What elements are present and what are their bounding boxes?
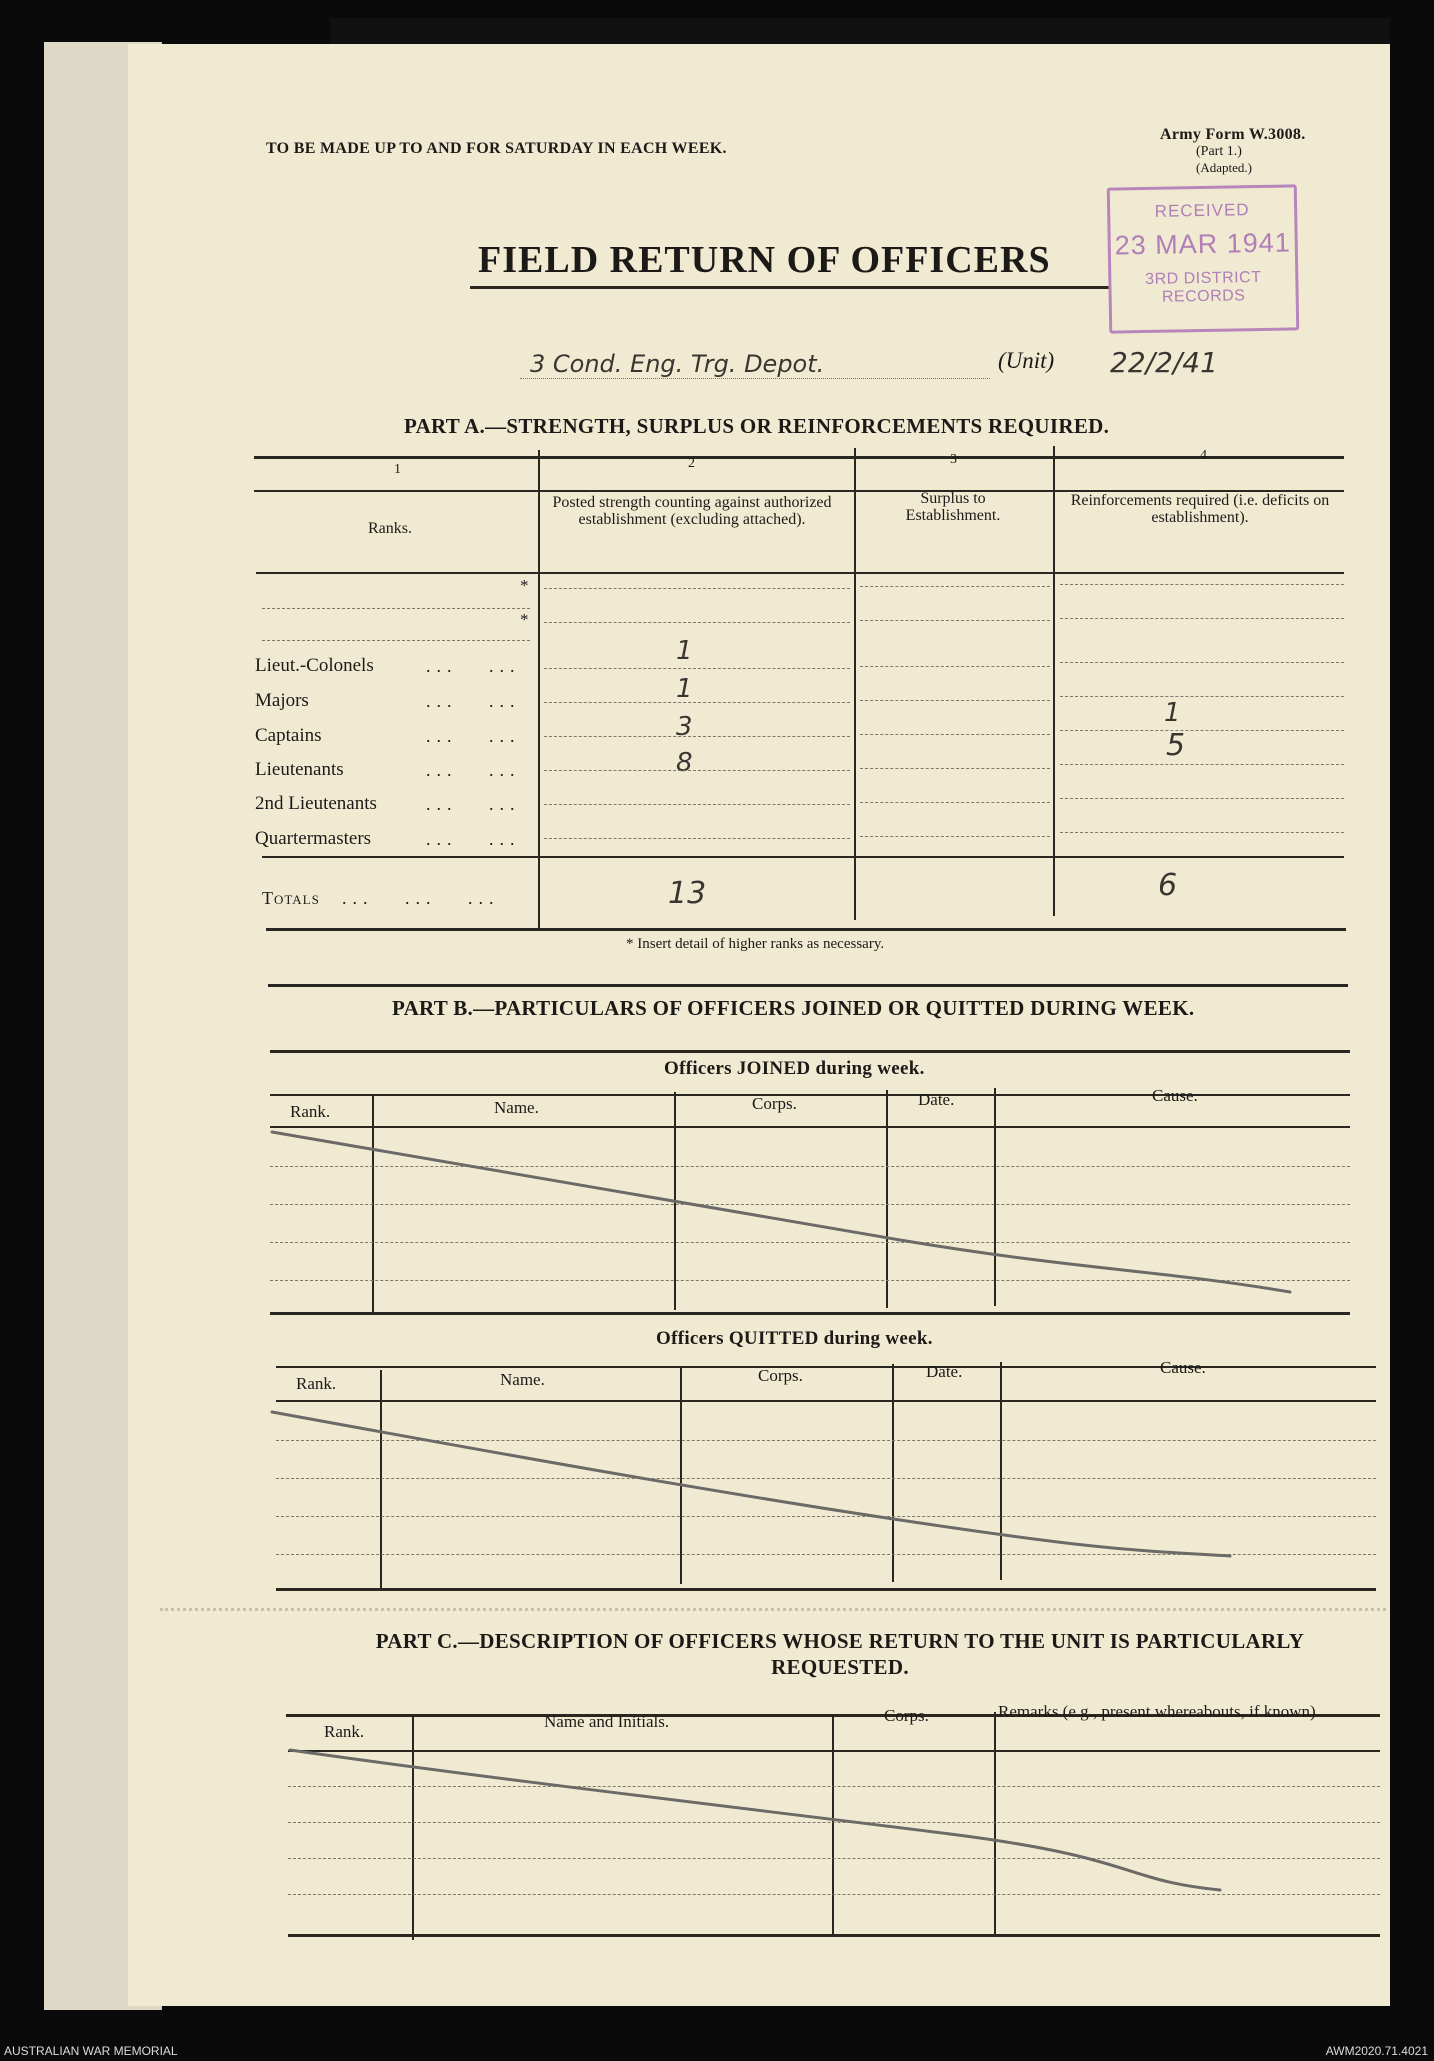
quitted-col-cause: Cause. — [1160, 1358, 1206, 1377]
surplus-header: Surplus to Establishment. — [905, 490, 1001, 524]
joined-col-corps: Corps. — [752, 1094, 797, 1113]
leader-dots: ... ... — [426, 794, 521, 814]
part-c-col-remarks: Remarks (e.g., present whereabouts, if known) — [998, 1702, 1316, 1721]
part-c-strike-line — [290, 1750, 1220, 1890]
unit-label: (Unit) — [998, 348, 1055, 373]
credit-right: AWM2020.71.4021 — [1325, 2044, 1428, 2058]
leader-dots: ... ... — [426, 760, 521, 780]
posted-header: Posted strength counting against authorized establishment (excluding attached). — [552, 494, 832, 528]
stamp-received: RECEIVED — [1154, 200, 1250, 221]
col-number-1: 1 — [394, 462, 401, 477]
col-number-2: 2 — [688, 456, 695, 471]
quitted-col-corps: Corps. — [758, 1366, 803, 1385]
quitted-title: Officers QUITTED during week. — [656, 1328, 933, 1349]
col-number-4: 4 — [1200, 448, 1207, 463]
totals-label: Totals — [262, 888, 320, 908]
totals-reinforcements: 6 — [1158, 868, 1178, 903]
form-title: FIELD RETURN OF OFFICERS — [478, 239, 1051, 281]
quitted-col-date: Date. — [926, 1362, 963, 1381]
reinf-captains: 1 — [1164, 698, 1181, 728]
credit-left: AUSTRALIAN WAR MEMORIAL — [4, 2044, 178, 2058]
col-number-3: 3 — [950, 452, 957, 467]
reinforcements-header: Reinforcements required (i.e. deficits on establishment). — [1070, 492, 1330, 526]
part-c-col-rank: Rank. — [324, 1722, 365, 1741]
asterisk-2: * — [520, 610, 529, 629]
leader-dots: ... ... — [426, 656, 521, 676]
part-a-footnote: * Insert detail of higher ranks as necessary. — [626, 936, 885, 952]
reinf-lieutenants: 5 — [1166, 728, 1186, 763]
posted-lieutenants: 8 — [676, 748, 693, 778]
rank-majors: Majors — [255, 690, 309, 711]
quitted-strike-line — [272, 1412, 1230, 1556]
unit-handwriting: 3 Cond. Eng. Trg. Depot. — [530, 350, 825, 378]
joined-strike-line — [272, 1132, 1290, 1292]
joined-col-rank: Rank. — [290, 1102, 331, 1121]
quitted-col-name: Name. — [500, 1370, 545, 1389]
adapted-note: (Adapted.) — [1196, 160, 1252, 175]
joined-col-date: Date. — [918, 1090, 955, 1109]
part-c-title: PART C.—DESCRIPTION OF OFFICERS WHOSE RETURN TO THE UNIT IS PARTICULARLY REQUESTED. — [375, 1629, 1305, 1679]
leader-dots: ... ... ... — [342, 888, 500, 908]
rank-lieut-colonels: Lieut.-Colonels — [255, 655, 374, 676]
part-b-title: PART B.—PARTICULARS OF OFFICERS JOINED OR QUITTED DURING WEEK. — [392, 996, 1195, 1020]
part-c-col-name: Name and Initials. — [544, 1712, 670, 1731]
leader-dots: ... ... — [426, 726, 521, 746]
rank-2nd-lieutenants: 2nd Lieutenants — [255, 793, 377, 814]
form-number: Army Form W.3008. — [1160, 126, 1306, 143]
leader-dots: ... ... — [426, 691, 521, 711]
rank-lieutenants: Lieutenants — [255, 759, 344, 780]
stamp-district: 3RD DISTRICT — [1145, 268, 1262, 289]
weekly-instruction: TO BE MADE UP TO AND FOR SATURDAY IN EACH WEEK. — [266, 140, 727, 157]
part-c-col-corps: Corps. — [884, 1706, 929, 1725]
date-handwriting: 22/2/41 — [1110, 346, 1218, 379]
joined-title: Officers JOINED during week. — [664, 1058, 925, 1079]
stamp-date: 23 MAR 1941 — [1114, 227, 1292, 261]
part-note: (Part 1.) — [1196, 144, 1242, 159]
rank-captains: Captains — [255, 725, 322, 746]
asterisk-1: * — [520, 576, 529, 595]
leader-dots: ... ... — [426, 829, 521, 849]
ranks-header: Ranks. — [368, 520, 412, 537]
joined-col-cause: Cause. — [1152, 1086, 1198, 1105]
quitted-col-rank: Rank. — [296, 1374, 337, 1393]
posted-lieut-colonels: 1 — [676, 636, 693, 666]
posted-majors: 1 — [676, 674, 693, 704]
part-a-title: PART A.—STRENGTH, SURPLUS OR REINFORCEMENTS REQUIRED. — [404, 414, 1110, 438]
posted-captains: 3 — [676, 712, 693, 742]
rank-quartermasters: Quartermasters — [255, 828, 372, 849]
stamp-records: RECORDS — [1161, 287, 1246, 306]
totals-posted: 13 — [668, 876, 707, 911]
joined-col-name: Name. — [494, 1098, 539, 1117]
